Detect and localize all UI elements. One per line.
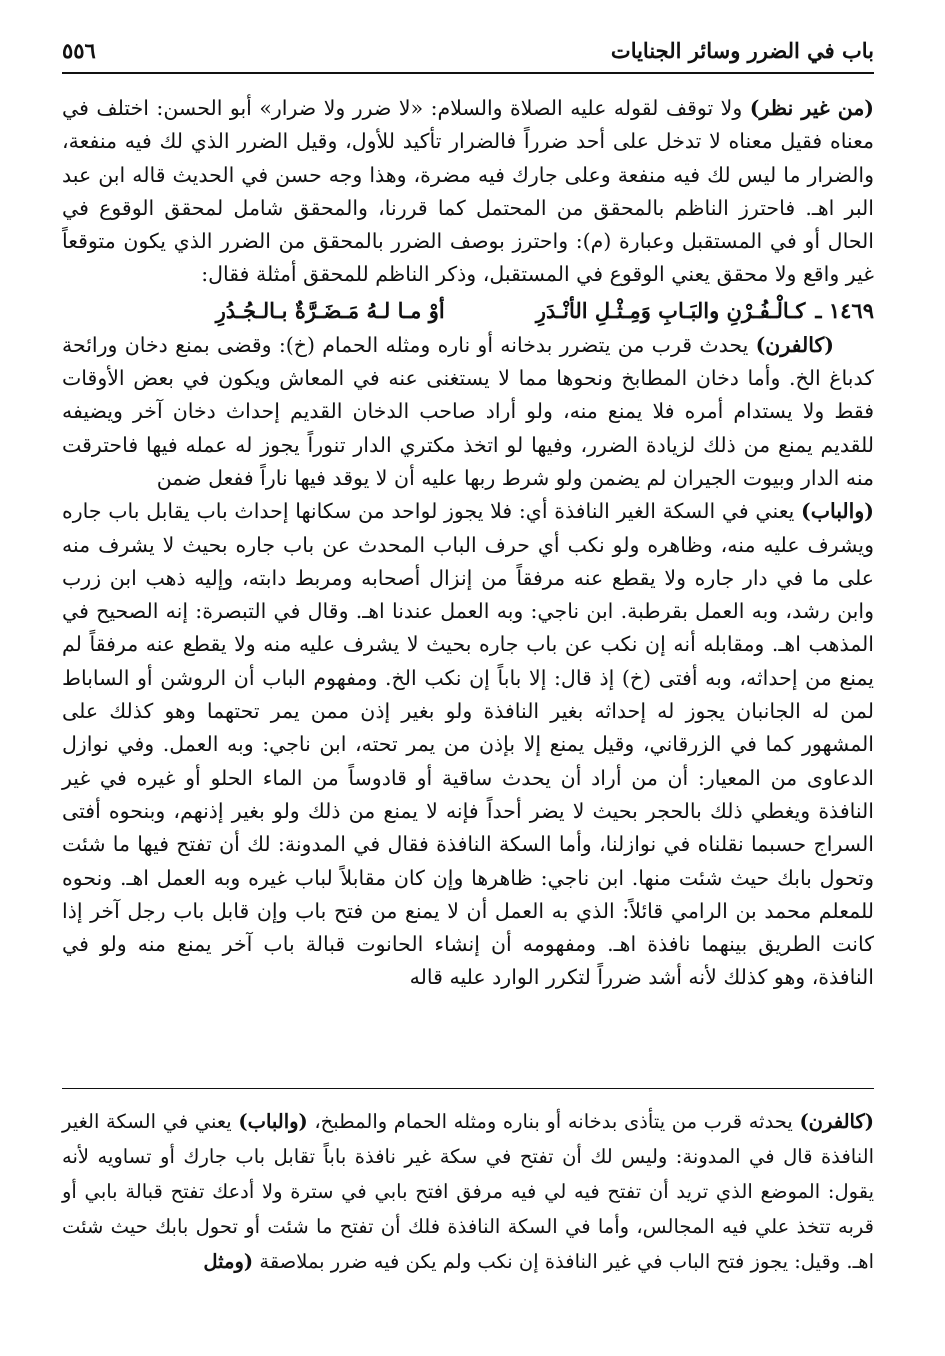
footnote bbox=[62, 1104, 874, 1279]
main-text bbox=[62, 92, 874, 995]
commentary-text-2: يعني في السكة الغير النافذة أي: فلا يجوز لواحد من سكانها إحداث باب يقابل باب جاره ويشرف عليه منه، وظاهره ولو نكب أي حرف الباب المحدث عن باب جاره بحيث لا يشرف منه على ما في دار جاره ولا يقطع عنه مرفقاً من إنزال أصحابه ومربط دابته، وإليه ذهب ابن زرب وابن رشد، وبه العمل بقرطبة. ابن ناجي: وبه العمل عندنا اهـ. وقال في التبصرة: إنه الصحيح في المذهب اهـ. ومقابله أنه إن نكب عن باب جاره بحيث لا يشرف عليه منه ولا يقطع عنه مرفقاً لم يمنع من إحداثه، وبه أفتى (خ) إذ قال: إلا باباً إن نكب الخ. ومفهوم الباب أن الروشن أو الساباط لمن له الجانبان يجوز له إحداثه بغير النافذة ولو بغير إذن ممن يمر تحتهما وهو كذلك على المشهور كما في الزرقاني، وقيل يمنع إلا بإذن من يمر تحته، ابن ناجي: وبه العمل. وفي نوازل الدعاوى من المعيار: أن من أراد أن يحدث ساقية أو قادوساً من الماء الحلو أو غيره في غير النافذة ويغطي ذلك بالحجر بحيث لا يضر أحداً فإنه لا يمنع من ذلك ولو بغير إذنهم، وبنحوه أفتى السراج حسبما نقلناه في نوازلنا، وأما السكة النافذة فقال في المدونة: لك أن تفتح فيها ما شئت وتحول بابك حيث شئت منها. ابن ناجي: ظاهرها وإن كان مقابلاً لباب غيره وبه العمل اهـ. ونحوه للمعلم محمد بن الرامي قائلاً: الذي به العمل أن لا يمنع من فتح باب وإن قابل باب رجل آخر إذا كانت الطريق بينهما نافذة اهـ. ومفهومه أن إنشاء الحانوت قبالة باب آخر يمنع منه ولو في النافذة، وهو كذلك لأنه أشد ضرراً لتكرر الوارد عليه قاله bbox=[62, 499, 874, 990]
page-header bbox=[62, 32, 874, 68]
verse-hemistich-1: كـالْـفُـرْنِ والبَـابِ وَمِـثْـلِ الأنْـدَرِ bbox=[535, 297, 806, 323]
commentary-text-1: يحدث قرب من يتضرر بدخانه أو ناره ومثله الحمام (خ): وقضى بمنع دخان ورائحة كدباغ الخ. وأما دخان المطابخ ونحوها مما لا يستغنى عنه في المعاش ويكون في بعض الأوقات فقط ولا يستدام أمره فلا يمنع منه، ولو أراد صاحب الدخان القديم إحداث دخان آخر ويضيفه للقديم يمنع من ذلك لزيادة الضرر، وفيها لو اتخذ مكتري الدار تنوراً يجوز له عمله فيها فاحترقت منه الدار وبيوت الجيران لم يضمن ولو شرط ربها عليه أن لا يوقد فيها ناراً ففعل ضمن bbox=[62, 332, 874, 490]
running-title: باب في الضرر وسائر الجنايات bbox=[610, 37, 874, 63]
intro-text: ولا توقف لقوله عليه الصلاة والسلام: «لا ضرر ولا ضرار» أبو الحسن: اختلف في معناه فقيل معناه لا تدخل على أحد ضرراً فالضرار تأكيد للأول، وقيل الضرر الذي لك فيه منفعة، والضرار ما ليس لك فيه منفعة وعلى جارك فيه مضرة، وهذا وجه حسن في الحديث قاله ابن عبد البر اهـ. فاحترز الناظم بالمحقق من المحتمل كما قررنا، والمحقق شامل لمحقق الوقوع في الحال أو في المستقبل وعبارة (م): واحترز بوصف الضرر بالمحقق من الضرر الذي يكون متوقعاً غير واقع ولا محقق يعني الوقوع في المستقبل، وذكر الناظم للمحقق أمثلة فقال: bbox=[62, 96, 874, 287]
footnote-text-1: يحدثه قرب من يتأذى بدخانه أو بناره ومثله الحمام والمطبخ، bbox=[314, 1110, 793, 1133]
page-number: ٥٥٦ bbox=[62, 37, 96, 63]
intro-lead: (من غير نظر) bbox=[749, 96, 875, 120]
footnote-text-2: يعني في السكة الغير النافذة قال في المدونة: وليس لك أن تفتح في سكة غير نافذة باباً تقابل باب جارك أو تساويه لأنه يقول: الموضع الذي تريد أن تفتح فيه لي فيه مرفق افتح بابي في سترة ولا أدعك تفتح قبالة بابي أو قربه تتخذ علي فيه المجالس، وأما في السكة النافذة فلك أن تفتح ما شئت أو تحول بابك حيث شئت اهـ. وقيل: يجوز فتح الباب في غير النافذة إن نكب ولم يكن فيه ضرر بملاصقة bbox=[62, 1110, 874, 1273]
footnote-lead-2: (والباب) bbox=[238, 1110, 308, 1133]
commentary-paragraph-2 bbox=[62, 495, 874, 994]
commentary-lead-1: (كالفرن) bbox=[755, 332, 834, 357]
verse-line bbox=[62, 294, 874, 327]
header-rule bbox=[62, 72, 874, 74]
commentary-lead-2: (والباب) bbox=[801, 499, 874, 524]
footnote-lead-3: (ومثل bbox=[203, 1250, 254, 1273]
footnote-divider bbox=[62, 1088, 874, 1089]
intro-paragraph bbox=[62, 92, 874, 292]
commentary-paragraph-1 bbox=[62, 329, 874, 495]
verse-hemistich-2: أوْ مـا لـهُ مَـضَـرَّةٌ بـالـجُـدُرِ bbox=[215, 297, 445, 323]
footnote-lead-1: (كالفرن) bbox=[799, 1110, 875, 1133]
verse-number: ١٤٦٩ ـ bbox=[815, 297, 874, 323]
footnote-paragraph bbox=[62, 1104, 874, 1279]
